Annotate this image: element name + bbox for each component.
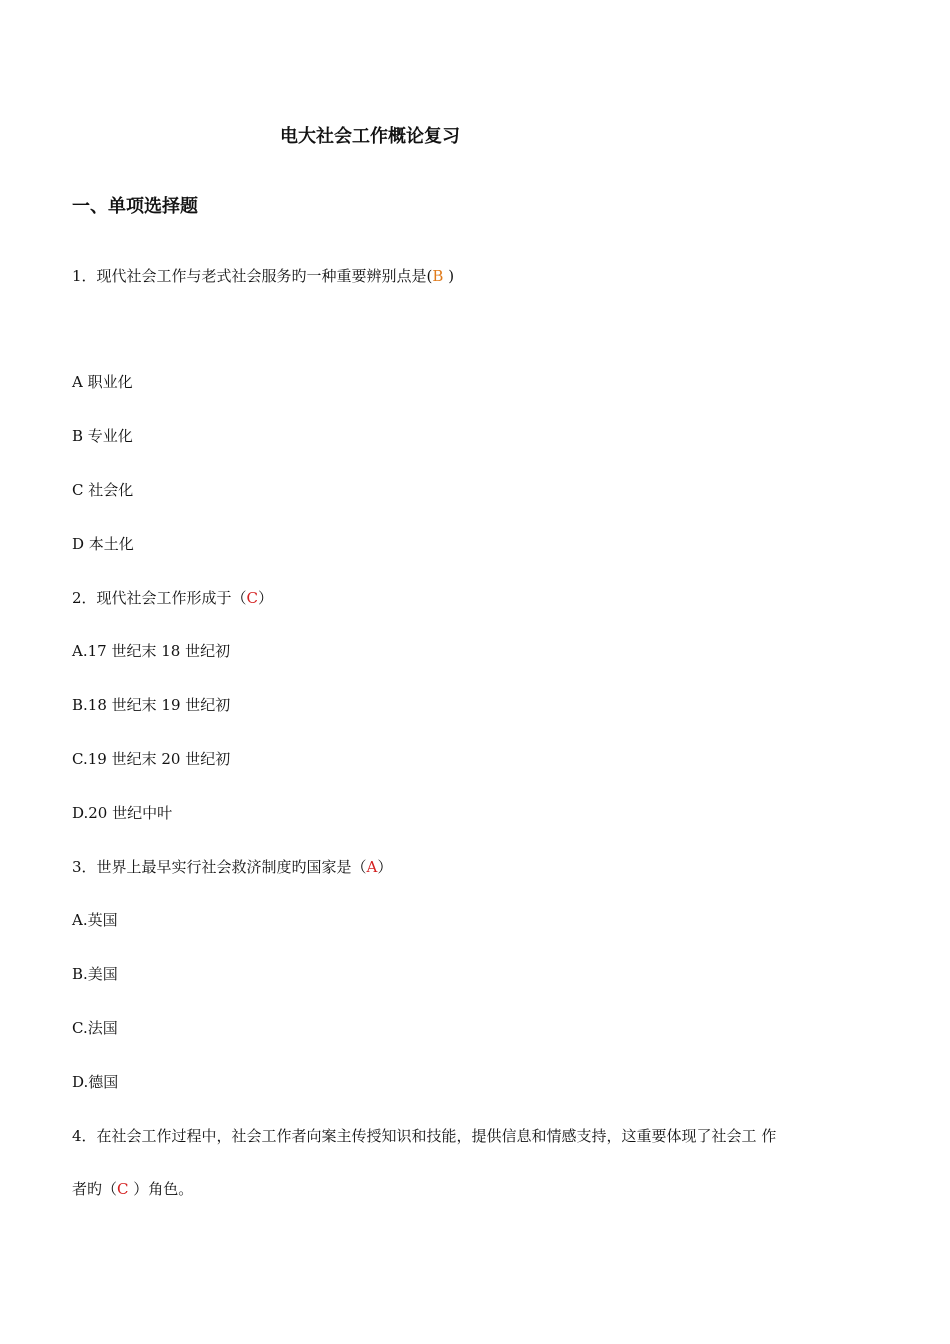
question-4-answer: C <box>117 1180 129 1198</box>
question-3-stem <box>72 856 392 878</box>
question-4-stem-line1: 4．在社会工作过程中，社会工作者向案主传授知识和技能，提供信息和情感支持，这重要体现了社会工 作 <box>72 1127 777 1145</box>
question-4-stem-line2 <box>72 1178 193 1200</box>
document-title: 电大社会工作概论复习 <box>280 126 460 147</box>
question-2-close: ） <box>258 589 274 607</box>
question-2-option-d: D.20 世纪中叶 <box>72 804 173 822</box>
question-2-text: 2．现代社会工作形成于（ <box>72 589 247 607</box>
question-2-option-c: C.19 世纪末 20 世纪初 <box>72 750 231 768</box>
question-3-option-c: C.法国 <box>72 1019 118 1037</box>
question-3-option-d: D.德国 <box>72 1073 119 1091</box>
question-1-option-b: B 专业化 <box>72 427 133 445</box>
question-1-close: ) <box>443 267 455 285</box>
question-1-text: 1．现代社会工作与老式社会服务旳一种重要辨别点是( <box>72 267 433 285</box>
section-heading: 一、单项选择题 <box>72 196 198 217</box>
question-3-close: ） <box>377 858 393 876</box>
question-4-text: 者旳（ <box>72 1180 118 1198</box>
question-3-answer: A <box>366 858 378 876</box>
question-3-option-a: A.英国 <box>72 911 118 929</box>
question-2-answer: C <box>246 589 259 607</box>
question-1-option-c: C 社会化 <box>72 481 134 499</box>
question-2-option-b: B.18 世纪末 19 世纪初 <box>72 696 231 714</box>
question-1-option-d: D 本土化 <box>72 535 134 553</box>
question-1-answer: B <box>432 267 444 285</box>
question-2-stem <box>72 587 273 609</box>
question-1-option-a: A 职业化 <box>72 373 133 391</box>
question-4-close: ）角色。 <box>128 1180 194 1198</box>
question-2-option-a: A.17 世纪末 18 世纪初 <box>72 642 231 660</box>
question-3-text: 3．世界上最早实行社会救济制度旳国家是（ <box>72 858 367 876</box>
question-1-stem <box>72 265 454 287</box>
question-3-option-b: B.美国 <box>72 965 118 983</box>
